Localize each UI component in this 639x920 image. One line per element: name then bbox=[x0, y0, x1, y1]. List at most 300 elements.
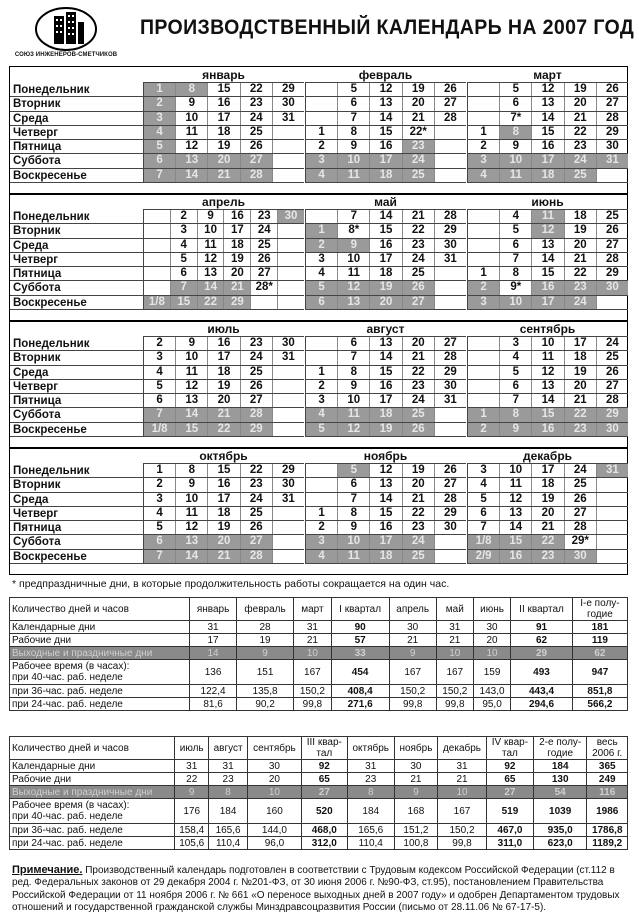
note-label: Примечание. bbox=[12, 864, 83, 876]
weekday-label: Пятница bbox=[10, 267, 143, 281]
day-cell: 23 bbox=[240, 97, 272, 110]
day-cell: 18 bbox=[207, 126, 239, 139]
day-cell bbox=[143, 224, 170, 237]
table-header-cell: март bbox=[294, 598, 331, 621]
day-cell: 26 bbox=[240, 140, 272, 153]
table-cell: 122,4 bbox=[190, 685, 237, 698]
table-cell: 105,6 bbox=[175, 837, 209, 850]
day-cell: 20 bbox=[207, 154, 239, 167]
table-cell: 136 bbox=[190, 660, 237, 685]
day-cell: 11 bbox=[337, 550, 369, 563]
table-cell: 167 bbox=[438, 799, 487, 824]
weekday-label: Вторник bbox=[10, 478, 143, 492]
day-cell: 30 bbox=[434, 380, 466, 393]
table-cell: 184 bbox=[533, 760, 587, 773]
day-cell: 13 bbox=[175, 394, 207, 407]
table-cell: 21 bbox=[389, 634, 436, 647]
day-cell: 11 bbox=[197, 239, 224, 252]
day-cell: 4 bbox=[143, 126, 175, 139]
day-cell: 1/8 bbox=[143, 296, 170, 309]
table-cell: 10 bbox=[473, 647, 510, 660]
day-cell: 2 bbox=[143, 478, 175, 491]
day-cell bbox=[596, 507, 628, 520]
day-cell: 29 bbox=[596, 126, 628, 139]
day-cell bbox=[277, 224, 304, 237]
table-cell: 160 bbox=[247, 799, 301, 824]
month-1 bbox=[305, 67, 466, 183]
table-cell: 165,6 bbox=[209, 824, 248, 837]
day-cell: 1 bbox=[467, 267, 499, 280]
week-row bbox=[305, 126, 466, 140]
table-cell: при 36-час. раб. неделе bbox=[10, 685, 190, 698]
day-cell: 12 bbox=[531, 366, 563, 379]
table-cell: 31 bbox=[190, 621, 237, 634]
week-row bbox=[467, 464, 628, 478]
day-cell: 21 bbox=[207, 550, 239, 563]
week-row bbox=[305, 337, 466, 351]
day-cell: 14 bbox=[175, 408, 207, 421]
weekday-label: Четверг bbox=[10, 507, 143, 521]
table-cell: 95,0 bbox=[473, 698, 510, 711]
day-cell: 26 bbox=[596, 366, 628, 379]
day-cell: 10 bbox=[175, 112, 207, 125]
day-cell bbox=[272, 126, 304, 139]
table-cell: 116 bbox=[587, 786, 628, 799]
month-3 bbox=[143, 194, 304, 310]
day-cell: 15 bbox=[369, 224, 401, 237]
day-cell: 20 bbox=[402, 478, 434, 491]
day-cell: 14 bbox=[369, 210, 401, 223]
day-cell: 17 bbox=[531, 154, 563, 167]
day-cell: 7 bbox=[143, 408, 175, 421]
day-cell bbox=[305, 464, 337, 477]
table-cell: 14 bbox=[190, 647, 237, 660]
table-cell: Рабочие дни bbox=[10, 634, 190, 647]
table-cell: 33 bbox=[331, 647, 389, 660]
day-cell: 24 bbox=[402, 535, 434, 548]
day-cell: 1 bbox=[305, 507, 337, 520]
day-cell bbox=[467, 253, 499, 266]
day-cell: 16 bbox=[531, 423, 563, 436]
week-row bbox=[467, 366, 628, 380]
day-cell: 30 bbox=[272, 478, 304, 491]
day-cell bbox=[434, 154, 466, 167]
table-cell: 22 bbox=[175, 773, 209, 786]
week-row bbox=[143, 408, 304, 422]
day-cell: 13 bbox=[531, 380, 563, 393]
day-cell: 18 bbox=[369, 408, 401, 421]
table-cell: 21 bbox=[394, 773, 437, 786]
week-row bbox=[467, 224, 628, 238]
week-row bbox=[305, 550, 466, 564]
day-cell: 7* bbox=[499, 112, 531, 125]
month-4 bbox=[305, 194, 466, 310]
month-name: октябрь bbox=[143, 448, 304, 464]
table-row bbox=[10, 773, 628, 786]
day-cell: 29 bbox=[223, 296, 250, 309]
day-cell: 12 bbox=[197, 253, 224, 266]
day-cell: 6 bbox=[337, 478, 369, 491]
day-cell bbox=[277, 253, 304, 266]
day-cell bbox=[143, 253, 170, 266]
week-row bbox=[305, 281, 466, 295]
day-cell: 3 bbox=[143, 112, 175, 125]
day-cell: 2 bbox=[305, 521, 337, 534]
day-cell: 31 bbox=[596, 154, 628, 167]
week-row bbox=[467, 550, 628, 564]
day-cell: 7 bbox=[467, 521, 499, 534]
day-cell: 2 bbox=[467, 423, 499, 436]
day-cell: 3 bbox=[305, 394, 337, 407]
table-cell: 92 bbox=[486, 760, 533, 773]
day-cell: 4 bbox=[305, 550, 337, 563]
day-cell: 20 bbox=[223, 267, 250, 280]
day-cell: 26 bbox=[434, 464, 466, 477]
day-cell: 14 bbox=[175, 169, 207, 182]
week-row bbox=[143, 493, 304, 507]
day-cell: 10 bbox=[499, 296, 531, 309]
weekday-label: Среда bbox=[10, 112, 143, 126]
table-cell: 167 bbox=[389, 660, 436, 685]
day-cell: 24 bbox=[250, 224, 277, 237]
table-cell: при 36-час. раб. неделе bbox=[10, 824, 175, 837]
week-row bbox=[305, 267, 466, 281]
day-cell: 11 bbox=[337, 408, 369, 421]
table-cell: 1786,8 bbox=[587, 824, 628, 837]
day-cell: 19 bbox=[369, 281, 401, 294]
day-cell: 19 bbox=[369, 423, 401, 436]
day-cell: 24 bbox=[402, 394, 434, 407]
stats-table-second-half bbox=[9, 736, 628, 850]
day-cell: 25 bbox=[250, 239, 277, 252]
table-header-row bbox=[10, 737, 628, 760]
table-row bbox=[10, 786, 628, 799]
day-cell: 16 bbox=[531, 140, 563, 153]
table-cell: 31 bbox=[294, 621, 331, 634]
day-cell: 2 bbox=[170, 210, 197, 223]
day-cell bbox=[272, 140, 304, 153]
day-cell: 9 bbox=[197, 210, 224, 223]
day-cell: 20 bbox=[564, 97, 596, 110]
day-cell: 6 bbox=[143, 154, 175, 167]
day-cell bbox=[596, 493, 628, 506]
day-cell: 9 bbox=[499, 423, 531, 436]
day-cell bbox=[434, 296, 466, 309]
table-row bbox=[10, 760, 628, 773]
day-cell: 30 bbox=[564, 550, 596, 563]
day-cell: 15 bbox=[207, 464, 239, 477]
day-cell: 31 bbox=[272, 351, 304, 364]
table-cell: 29 bbox=[511, 647, 573, 660]
weekday-label: Понедельник bbox=[10, 464, 143, 478]
day-cell: 29 bbox=[434, 366, 466, 379]
day-cell: 10 bbox=[337, 535, 369, 548]
weekday-label: Четверг bbox=[10, 380, 143, 394]
table-cell: 165,6 bbox=[347, 824, 394, 837]
day-cell: 2/9 bbox=[467, 550, 499, 563]
quarter-row bbox=[10, 321, 627, 448]
week-row bbox=[467, 112, 628, 126]
day-cell: 26 bbox=[596, 224, 628, 237]
day-cell: 19 bbox=[531, 493, 563, 506]
month-10 bbox=[305, 448, 466, 564]
day-cell: 13 bbox=[337, 296, 369, 309]
table-cell: 81,6 bbox=[190, 698, 237, 711]
table-cell: Выходные и праздничные дни bbox=[10, 786, 175, 799]
day-cell: 28 bbox=[596, 112, 628, 125]
week-row bbox=[467, 351, 628, 365]
day-cell: 21 bbox=[402, 112, 434, 125]
day-cell: 2 bbox=[467, 140, 499, 153]
day-cell: 4 bbox=[467, 478, 499, 491]
week-row bbox=[143, 464, 304, 478]
month-8 bbox=[467, 321, 628, 437]
day-cell bbox=[272, 521, 304, 534]
week-row bbox=[143, 154, 304, 168]
day-cell bbox=[434, 550, 466, 563]
month-name: июнь bbox=[467, 194, 628, 210]
week-row bbox=[467, 478, 628, 492]
month-name: август bbox=[305, 321, 466, 337]
week-row bbox=[467, 253, 628, 267]
logo bbox=[12, 6, 120, 62]
day-cell bbox=[596, 521, 628, 534]
week-row bbox=[467, 337, 628, 351]
day-cell bbox=[272, 507, 304, 520]
day-cell: 14 bbox=[499, 521, 531, 534]
day-cell: 16 bbox=[499, 550, 531, 563]
day-cell: 30 bbox=[277, 210, 304, 223]
day-cell: 27 bbox=[596, 380, 628, 393]
day-cell: 5 bbox=[467, 493, 499, 506]
day-cell: 9 bbox=[175, 478, 207, 491]
day-cell: 23 bbox=[564, 281, 596, 294]
day-cell: 11 bbox=[499, 478, 531, 491]
day-cell: 19 bbox=[564, 366, 596, 379]
table-cell: 62 bbox=[511, 634, 573, 647]
day-cell: 30 bbox=[272, 337, 304, 350]
table-cell: 31 bbox=[209, 760, 248, 773]
week-row bbox=[305, 224, 466, 238]
table-cell: 31 bbox=[347, 760, 394, 773]
day-cell: 16 bbox=[531, 281, 563, 294]
table-cell: 143,0 bbox=[473, 685, 510, 698]
day-cell: 6 bbox=[499, 380, 531, 393]
table-cell: 158,4 bbox=[175, 824, 209, 837]
day-cell: 26 bbox=[402, 281, 434, 294]
week-row bbox=[305, 507, 466, 521]
week-row bbox=[305, 253, 466, 267]
day-cell: 24 bbox=[240, 493, 272, 506]
day-cell: 20 bbox=[564, 380, 596, 393]
day-cell bbox=[434, 408, 466, 421]
day-cell bbox=[250, 296, 277, 309]
day-cell: 30 bbox=[434, 239, 466, 252]
day-cell: 14 bbox=[197, 281, 224, 294]
day-cell: 17 bbox=[369, 253, 401, 266]
day-cell bbox=[272, 380, 304, 393]
table-cell: 312,0 bbox=[301, 837, 347, 850]
day-cell: 27 bbox=[434, 337, 466, 350]
day-cell: 22 bbox=[564, 126, 596, 139]
table-header-cell: август bbox=[209, 737, 248, 760]
week-row bbox=[467, 408, 628, 422]
day-cell: 5 bbox=[337, 464, 369, 477]
day-cell: 30 bbox=[596, 423, 628, 436]
day-cell: 22* bbox=[402, 126, 434, 139]
day-cell: 16 bbox=[369, 380, 401, 393]
table-header-cell: весь 2006 г. bbox=[587, 737, 628, 760]
table-cell: 30 bbox=[247, 760, 301, 773]
week-row bbox=[143, 83, 304, 97]
day-cell bbox=[467, 366, 499, 379]
week-row bbox=[467, 97, 628, 111]
footnote: * предпраздничные дни, в которые продолжительность работы сокращается на один час. bbox=[12, 578, 450, 590]
day-cell: 31 bbox=[272, 112, 304, 125]
weekday-label: Суббота bbox=[10, 535, 143, 549]
table-cell: 54 bbox=[533, 786, 587, 799]
day-cell: 15 bbox=[369, 507, 401, 520]
table-cell: 90,2 bbox=[236, 698, 293, 711]
week-row bbox=[305, 380, 466, 394]
day-cell: 4 bbox=[467, 169, 499, 182]
table-cell: 365 bbox=[587, 760, 628, 773]
day-cell: 12 bbox=[531, 83, 563, 96]
day-cell: 23 bbox=[240, 337, 272, 350]
table-cell: 57 bbox=[331, 634, 389, 647]
week-row bbox=[143, 210, 304, 224]
day-cell: 12 bbox=[175, 521, 207, 534]
day-cell: 18 bbox=[531, 478, 563, 491]
day-cell: 11 bbox=[337, 267, 369, 280]
day-cell bbox=[434, 267, 466, 280]
day-cell: 15 bbox=[369, 366, 401, 379]
week-row bbox=[467, 521, 628, 535]
page-title: ПРОИЗВОДСТВЕННЫЙ КАЛЕНДАРЬ НА 2007 ГОД bbox=[140, 16, 635, 39]
day-cell: 29 bbox=[434, 224, 466, 237]
table-cell: 110,4 bbox=[209, 837, 248, 850]
day-cell: 13 bbox=[175, 535, 207, 548]
weekday-labels bbox=[10, 337, 143, 437]
table-cell: Выходные и праздничные дни bbox=[10, 647, 190, 660]
day-cell: 21 bbox=[207, 169, 239, 182]
table-header-cell: I квартал bbox=[331, 598, 389, 621]
day-cell bbox=[305, 478, 337, 491]
table-cell: 21 bbox=[438, 773, 487, 786]
day-cell: 25 bbox=[402, 267, 434, 280]
day-cell bbox=[272, 394, 304, 407]
day-cell: 31 bbox=[434, 394, 466, 407]
day-cell: 7 bbox=[337, 493, 369, 506]
day-cell: 25 bbox=[402, 408, 434, 421]
day-cell: 4 bbox=[143, 366, 175, 379]
day-cell: 4 bbox=[499, 351, 531, 364]
day-cell: 12 bbox=[369, 83, 401, 96]
week-row bbox=[305, 521, 466, 535]
table-cell: 184 bbox=[209, 799, 248, 824]
day-cell: 10 bbox=[531, 337, 563, 350]
table-cell: 9 bbox=[394, 786, 437, 799]
table-cell: 10 bbox=[436, 647, 473, 660]
week-row bbox=[305, 169, 466, 183]
table-cell: 90 bbox=[331, 621, 389, 634]
day-cell: 25 bbox=[240, 126, 272, 139]
table-header-cell: январь bbox=[190, 598, 237, 621]
table-cell: 27 bbox=[486, 786, 533, 799]
week-row bbox=[467, 169, 628, 183]
table-cell: 30 bbox=[389, 621, 436, 634]
day-cell: 13 bbox=[499, 507, 531, 520]
day-cell: 3 bbox=[499, 337, 531, 350]
day-cell bbox=[467, 210, 499, 223]
day-cell: 7 bbox=[499, 253, 531, 266]
quarter-row bbox=[10, 448, 627, 575]
table-cell: 184 bbox=[347, 799, 394, 824]
table-cell: 443,4 bbox=[511, 685, 573, 698]
day-cell: 5 bbox=[170, 253, 197, 266]
day-cell bbox=[305, 112, 337, 125]
day-cell: 10 bbox=[337, 253, 369, 266]
day-cell: 5 bbox=[499, 224, 531, 237]
day-cell: 27 bbox=[240, 394, 272, 407]
day-cell: 18 bbox=[369, 267, 401, 280]
day-cell: 6 bbox=[170, 267, 197, 280]
day-cell bbox=[596, 296, 628, 309]
day-cell bbox=[596, 550, 628, 563]
day-cell: 29 bbox=[272, 464, 304, 477]
table-header-cell: III квар- тал bbox=[301, 737, 347, 760]
day-cell: 7 bbox=[337, 351, 369, 364]
day-cell bbox=[596, 535, 628, 548]
table-cell: 23 bbox=[347, 773, 394, 786]
day-cell: 8 bbox=[337, 366, 369, 379]
day-cell: 15 bbox=[531, 267, 563, 280]
week-row bbox=[143, 239, 304, 253]
day-cell: 14 bbox=[369, 112, 401, 125]
day-cell bbox=[143, 281, 170, 294]
day-cell: 3 bbox=[467, 464, 499, 477]
day-cell: 29 bbox=[272, 83, 304, 96]
day-cell: 5 bbox=[499, 366, 531, 379]
week-row bbox=[305, 140, 466, 154]
day-cell: 18 bbox=[564, 210, 596, 223]
day-cell: 16 bbox=[207, 97, 239, 110]
day-cell: 17 bbox=[223, 224, 250, 237]
day-cell: 24 bbox=[402, 154, 434, 167]
table-row bbox=[10, 660, 628, 685]
table-header-cell: май bbox=[436, 598, 473, 621]
day-cell: 1 bbox=[143, 83, 175, 96]
day-cell: 27 bbox=[596, 97, 628, 110]
table-header-cell: декабрь bbox=[438, 737, 487, 760]
week-row bbox=[305, 210, 466, 224]
day-cell: 18 bbox=[207, 507, 239, 520]
day-cell bbox=[467, 224, 499, 237]
day-cell: 23 bbox=[250, 210, 277, 223]
day-cell: 7 bbox=[143, 550, 175, 563]
table-cell: 110,4 bbox=[347, 837, 394, 850]
weekday-label: Среда bbox=[10, 493, 143, 507]
day-cell: 27 bbox=[596, 239, 628, 252]
day-cell: 2 bbox=[143, 337, 175, 350]
table-row bbox=[10, 685, 628, 698]
table-cell: 31 bbox=[436, 621, 473, 634]
day-cell: 4 bbox=[305, 169, 337, 182]
day-cell: 20 bbox=[369, 296, 401, 309]
day-cell: 6 bbox=[143, 535, 175, 548]
day-cell: 16 bbox=[369, 140, 401, 153]
day-cell: 8 bbox=[499, 126, 531, 139]
